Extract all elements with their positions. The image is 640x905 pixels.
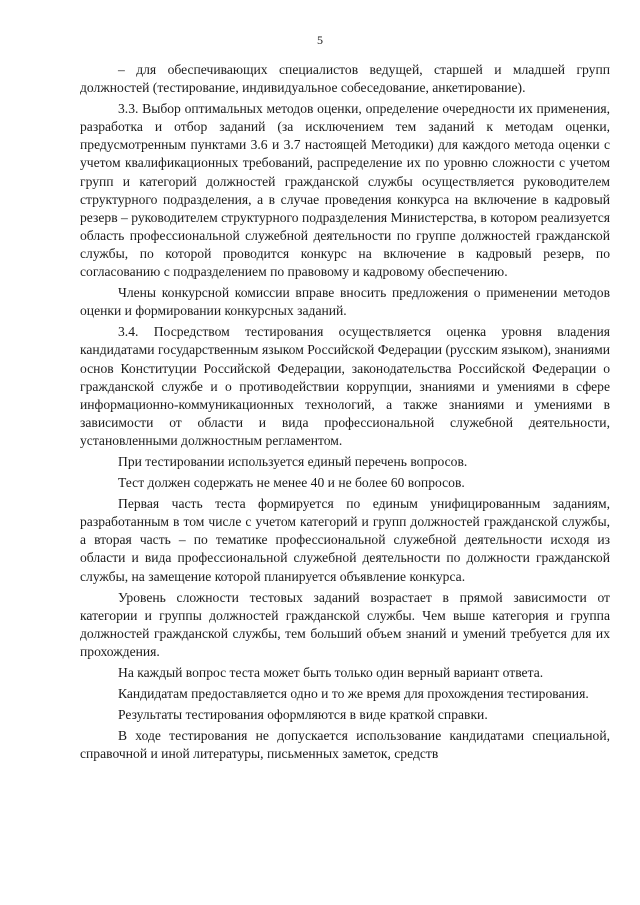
paragraph-difficulty: Уровень сложности тестовых заданий возрастает в прямой зависимости от категории и группы должностей гражданской службы. Чем выше категория и группа должностей гражданской службы, тем больший объем знаний и умений требуется для их прохождения. [80, 589, 610, 659]
document-body [80, 61, 610, 766]
paragraph-restrictions: В ходе тестирования не допускается использование кандидатами специальной, справочной и иной литературы, письменных заметок, средств [80, 728, 610, 762]
paragraph-test-parts: Первая часть теста формируется по единым унифицированным заданиям, разработанным в том числе с учетом категорий и групп должностей гражданской службы, а вторая часть – по тематике профессиональной служебной деятельности исходя из области и вида профессиональной служебной деятельности по должности гражданской службы, на замещение которой планируется объявление конкурса. [80, 496, 610, 584]
paragraph-3-3: 3.3. Выбор оптимальных методов оценки, определение очередности их применения, разработка и отбор заданий (за исключением тем заданий к методам оценки, предусмотренным пунктами 3.6 и 3.7 настоящей Методики) для каждого метода оценки с учетом квалификационных требований, распределение их по уровню сложности с учетом групп и категорий должностей гражданской службы осуществляется руководителем структурного подразделения, а в случае проведения конкурса на включение в кадровый резерв – руководителем структурного подразделения Министерства, в котором реализуется область профессиональной служебной деятельности по группе должностей гражданской службы, по которой проводится конкурс на включение в кадровый резерв, по согласованию с подразделением по правовому и кадровому обеспечению. [80, 101, 610, 280]
paragraph-one-answer: На каждый вопрос теста может быть только один верный вариант ответа. [118, 665, 544, 680]
paragraph-dash-item: – для обеспечивающих специалистов ведущей, старшей и младшей групп должностей (тестирование, индивидуальное собеседование, анкетирование). [80, 62, 610, 96]
paragraph-question-count: Тест должен содержать не менее 40 и не более 60 вопросов. [118, 475, 465, 491]
paragraph-3-4: 3.4. Посредством тестирования осуществляется оценка уровня владения кандидатами государственным языком Российской Федерации (русским языком), знаниями основ Конституции Российской Федерации, законодательства Российской Федерации о гражданской службе и о противодействии коррупции, знаниями и умениями в сфере информационно-коммуникационных технологий, а также знаниями и умениями в зависимости от области и вида профессиональной служебной деятельности, установленными должностным регламентом. [80, 324, 610, 448]
paragraph-same-time: Кандидатам предоставляется одно и то же время для прохождения тестирования. [118, 686, 589, 702]
paragraph-results: Результаты тестирования оформляются в виде краткой справки. [118, 707, 488, 723]
paragraph-single-question-list: При тестировании используется единый перечень вопросов. [118, 453, 468, 469]
page-number: 5 [317, 33, 323, 47]
paragraph-commission-members: Члены конкурсной комиссии вправе вносить предложения о применении методов оценки и формировании конкурсных заданий. [80, 285, 610, 319]
